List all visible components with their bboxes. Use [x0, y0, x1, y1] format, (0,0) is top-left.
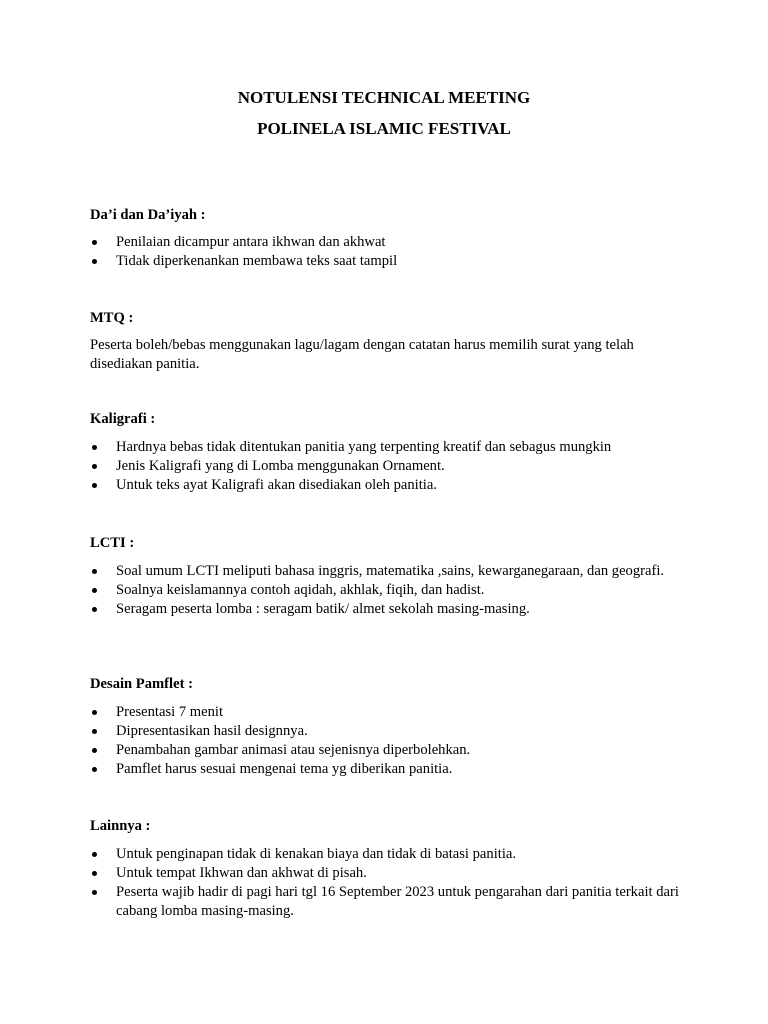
list-item: Untuk tempat Ikhwan dan akhwat di pisah. [90, 864, 680, 883]
list-item: Penambahan gambar animasi atau sejenisnya diperbolehkan. [90, 741, 680, 760]
mtq-paragraph [90, 336, 690, 374]
list-item: Soal umum LCTI meliputi bahasa inggris, matematika ,sains, kewarganegaraan, dan geografi. [90, 562, 680, 581]
bullet-icon [92, 607, 97, 612]
list-item: Jenis Kaligrafi yang di Lomba menggunakan Ornament. [90, 457, 680, 476]
list-item: Soalnya keislamannya contoh aqidah, akhlak, fiqih, dan hadist. [90, 581, 680, 600]
list-item: Tidak diperkenankan membawa teks saat tampil [90, 252, 680, 271]
bullet-icon [92, 464, 97, 469]
list-item: Peserta wajib hadir di pagi hari tgl 16 September 2023 untuk pengarahan dari panitia terkait dari cabang lomba masing-masing. [90, 883, 680, 921]
bullet-list-lainnya [90, 845, 680, 921]
bullet-list-dai [90, 233, 680, 271]
list-item: Seragam peserta lomba : seragam batik/ almet sekolah masing-masing. [90, 600, 680, 619]
section-heading-lainnya: Lainnya : [90, 818, 151, 834]
bullet-icon [92, 588, 97, 593]
bullet-icon [92, 240, 97, 245]
paragraph-line: disediakan panitia. [90, 356, 200, 372]
bullet-list-kaligrafi [90, 438, 680, 495]
bullet-icon [92, 569, 97, 574]
list-item: Untuk penginapan tidak di kenakan biaya dan tidak di batasi panitia. [90, 845, 680, 864]
section-heading-mtq: MTQ : [90, 310, 134, 326]
bullet-list-desain-pamflet [90, 703, 680, 779]
list-item: Hardnya bebas tidak ditentukan panitia yang terpenting kreatif dan sebagus mungkin [90, 438, 680, 457]
bullet-icon [92, 890, 97, 895]
bullet-icon [92, 767, 97, 772]
document-title: NOTULENSI TECHNICAL MEETING [237, 88, 531, 107]
list-item: Pamflet harus sesuai mengenai tema yg diberikan panitia. [90, 760, 680, 779]
bullet-icon [92, 445, 97, 450]
bullet-icon [92, 259, 97, 264]
section-heading-dai: Da’i dan Da’iyah : [90, 207, 206, 223]
list-item: Untuk teks ayat Kaligrafi akan disediakan oleh panitia. [90, 476, 680, 495]
list-item: Penilaian dicampur antara ikhwan dan akhwat [90, 233, 680, 252]
bullet-icon [92, 483, 97, 488]
bullet-icon [92, 852, 97, 857]
paragraph-line: Peserta boleh/bebas menggunakan lagu/lagam dengan catatan harus memilih surat yang telah [90, 337, 634, 353]
section-heading-lcti: LCTI : [90, 535, 135, 551]
bullet-icon [92, 729, 97, 734]
bullet-list-lcti [90, 562, 680, 619]
section-heading-desain-pamflet: Desain Pamflet : [90, 676, 193, 692]
list-item: Dipresentasikan hasil designnya. [90, 722, 680, 741]
bullet-icon [92, 748, 97, 753]
section-heading-kaligrafi: Kaligrafi : [90, 411, 156, 427]
bullet-icon [92, 710, 97, 715]
list-item: Presentasi 7 menit [90, 703, 680, 722]
bullet-icon [92, 871, 97, 876]
document-subtitle: POLINELA ISLAMIC FESTIVAL [257, 119, 511, 138]
